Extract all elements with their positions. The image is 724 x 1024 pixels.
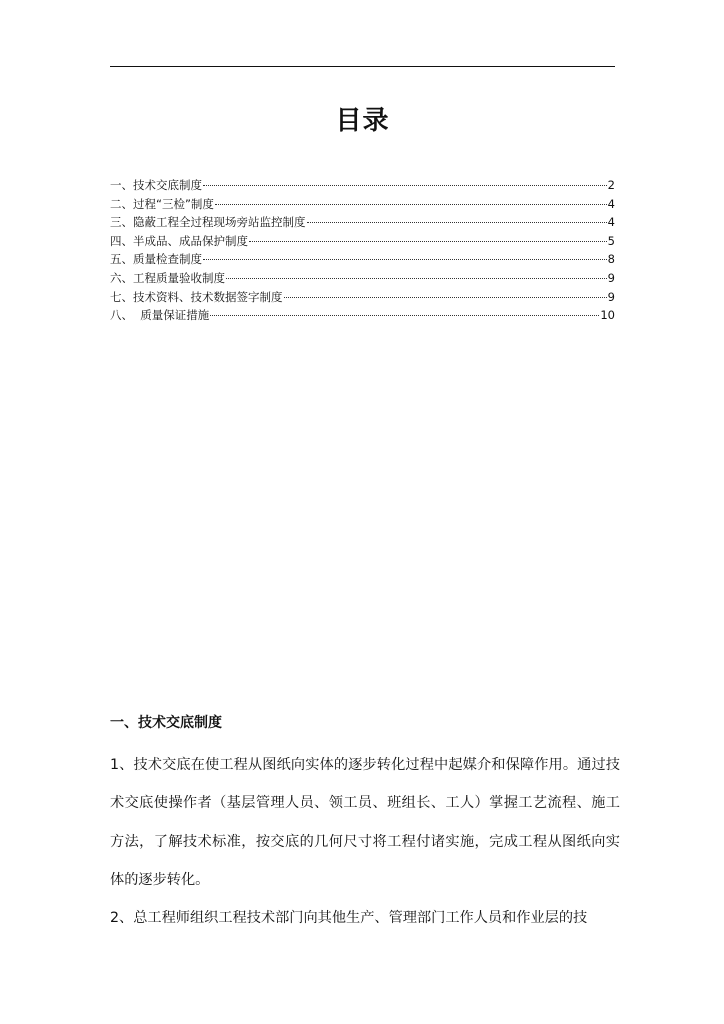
toc-entry-7[interactable] [110, 288, 615, 307]
toc-dot-leader [284, 297, 607, 298]
toc-dot-leader [203, 185, 607, 186]
toc-entry-page: 9 [607, 270, 615, 285]
toc-entry-page: 2 [607, 178, 615, 192]
body-paragraph: 1、技术交底在使工程从图纸向实体的逐步转化过程中起媒介和保障作用。通过技术交底使操作者（基层管理人员、领工员、班组长、工人）掌握工艺流程、施工方法，了解技术标准，按交底的几何尺寸将工程付诸实施，完成工程从图纸向实体的逐步转化。 [110, 757, 620, 888]
toc-entry-label: 六、工程质量验收制度 [110, 270, 225, 285]
toc-dot-leader [226, 278, 607, 279]
toc-dot-leader [203, 259, 607, 260]
header-rule [110, 66, 615, 67]
page-title: 目录 [335, 106, 390, 136]
toc-entry-label: 二、过程“三检”制度 [110, 196, 214, 211]
toc-dot-leader [307, 222, 607, 223]
toc-dot-leader [215, 204, 607, 205]
toc-entry-label: 四、半成品、成品保护制度 [110, 233, 248, 248]
toc-entry-1[interactable] [110, 176, 615, 195]
toc-entry-6[interactable] [110, 269, 615, 288]
toc-entry-page: 4 [607, 196, 615, 211]
body-paragraph: 2、总工程师组织工程技术部门向其他生产、管理部门工作人员和作业层的技 [110, 910, 588, 927]
toc-entry-page: 10 [600, 308, 615, 323]
toc-entry-4[interactable] [110, 232, 615, 251]
toc-entry-page: 8 [607, 252, 615, 267]
toc-entry-page: 5 [607, 233, 615, 248]
toc-entry-label: 七、技术资料、技术数据签字制度 [110, 289, 283, 304]
toc-entry-label: 三、隐蔽工程全过程现场旁站监控制度 [110, 215, 306, 230]
toc-entry-3[interactable] [110, 213, 615, 232]
toc-entry-page: 4 [607, 215, 615, 230]
section-heading: 一、技术交底制度 [110, 715, 222, 731]
toc-dot-leader [249, 241, 607, 242]
toc-dot-leader [210, 315, 599, 316]
toc-entry-label: 一、技术交底制度 [110, 178, 202, 192]
toc-entry-label: 八、 质量保证措施 [110, 308, 210, 323]
toc-entry-label: 五、质量检查制度 [110, 252, 202, 267]
table-of-contents [110, 176, 615, 325]
section-body [110, 746, 620, 937]
toc-entry-2[interactable] [110, 195, 615, 214]
toc-entry-8[interactable] [110, 306, 615, 325]
toc-entry-page: 9 [607, 289, 615, 304]
toc-entry-5[interactable] [110, 250, 615, 269]
